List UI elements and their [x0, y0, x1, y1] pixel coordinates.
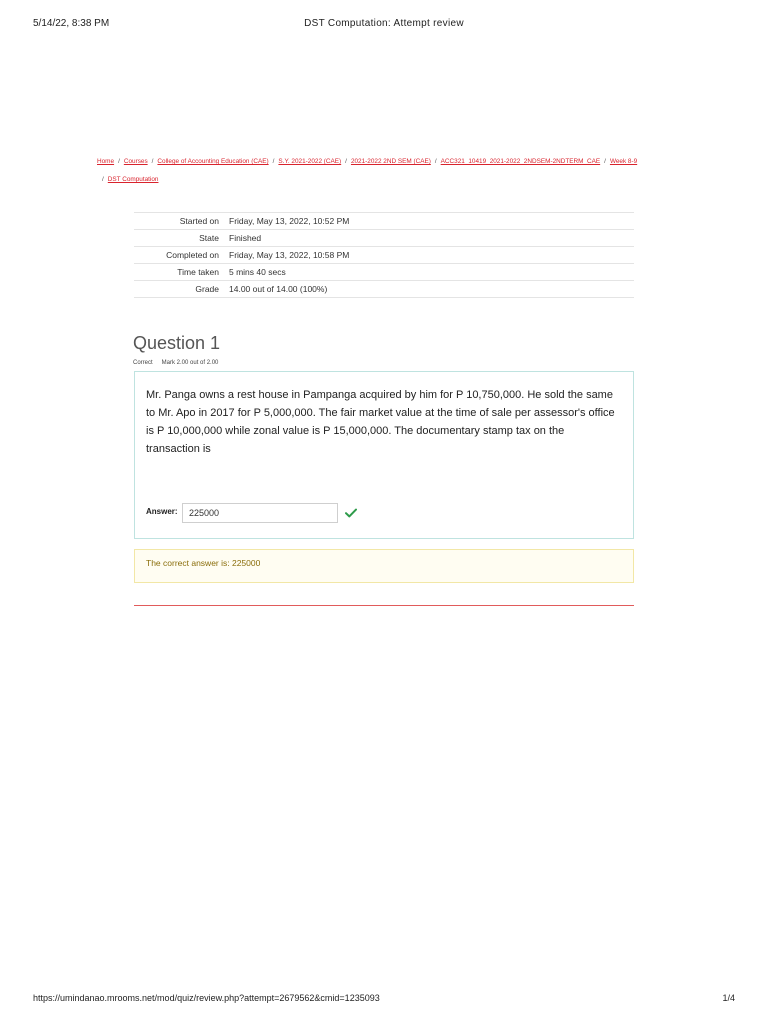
summary-row-time-taken	[134, 264, 634, 281]
breadcrumb-course[interactable]: ACC321_10419_2021-2022_2NDSEM-2NDTERM_CAE	[440, 158, 601, 165]
summary-value: Friday, May 13, 2022, 10:52 PM	[229, 216, 350, 226]
print-url: https://umindanao.mrooms.net/mod/quiz/review.php?attempt=2679562&cmid=1235093	[33, 993, 380, 1003]
summary-label: State	[199, 233, 219, 243]
summary-label: Started on	[179, 216, 219, 226]
breadcrumb-separator: /	[345, 158, 347, 165]
print-page-number: 1/4	[722, 993, 735, 1003]
print-datetime: 5/14/22, 8:38 PM	[33, 18, 110, 29]
print-page-title: DST Computation: Attempt review	[304, 18, 464, 29]
summary-label: Time taken	[177, 267, 219, 277]
question-mark: Mark 2.00 out of 2.00	[161, 360, 219, 366]
breadcrumb-week[interactable]: Week 8-9	[609, 158, 638, 165]
question-text: Mr. Panga owns a rest house in Pampanga acquired by him for P 10,750,000. He sold the same to Mr. Apo in 2017 for P 5,000,000. The fair market value at the time of sale per assessor's office is P 10,000,000 while zonal value is P 15,000,000. The documentary stamp tax on the transaction is	[146, 389, 615, 455]
breadcrumb-separator: /	[102, 176, 104, 183]
breadcrumb-college[interactable]: College of Accounting Education (CAE)	[157, 158, 269, 165]
summary-value: Finished	[229, 233, 262, 243]
breadcrumb-semester[interactable]: 2021-2022 2ND SEM (CAE)	[350, 158, 431, 165]
breadcrumb-courses[interactable]: Courses	[123, 158, 148, 165]
attempt-summary-table	[134, 212, 634, 298]
breadcrumb-home[interactable]: Home	[97, 158, 115, 165]
answer-label: Answer:	[146, 507, 178, 516]
question-divider	[134, 605, 634, 606]
breadcrumb-school-year[interactable]: S.Y. 2021-2022 (CAE)	[278, 158, 342, 165]
summary-label: Grade	[195, 284, 219, 294]
breadcrumb-separator: /	[151, 158, 154, 165]
question-status: Correct	[133, 360, 153, 366]
question-box	[134, 371, 634, 539]
check-icon	[345, 508, 357, 518]
summary-row-grade	[134, 281, 634, 298]
breadcrumb-separator: /	[604, 158, 606, 165]
breadcrumb-quiz[interactable]: DST Computation	[107, 176, 159, 183]
breadcrumb-separator: /	[434, 158, 437, 165]
breadcrumb	[97, 153, 672, 189]
question-info	[133, 360, 218, 366]
breadcrumb-separator: /	[118, 158, 120, 165]
summary-value: 14.00 out of 14.00 (100%)	[229, 284, 328, 294]
print-footer	[33, 993, 735, 1007]
summary-row-completed	[134, 247, 634, 264]
answer-input[interactable]: 225000	[182, 503, 338, 523]
breadcrumb-separator: /	[272, 158, 275, 165]
print-header	[33, 18, 735, 32]
question-title: Question 1	[133, 333, 221, 353]
summary-value: 5 mins 40 secs	[229, 267, 286, 277]
summary-row-state	[134, 230, 634, 247]
summary-value: Friday, May 13, 2022, 10:58 PM	[229, 250, 350, 260]
correct-answer-text: The correct answer is: 225000	[146, 558, 261, 568]
summary-row-started	[134, 213, 634, 230]
summary-label: Completed on	[166, 250, 219, 260]
feedback-box	[134, 549, 634, 583]
